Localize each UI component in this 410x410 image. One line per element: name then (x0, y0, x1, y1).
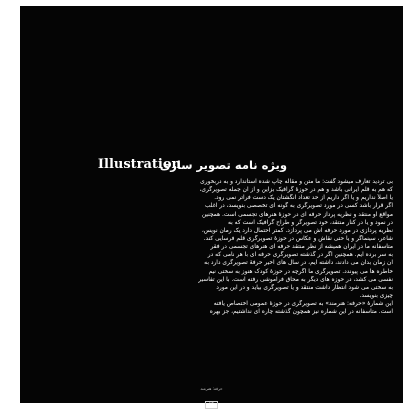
article-body-line: یا اصلاً نداریم و یا اگر داریم از حد تعداد انگشتان یک دست فراتر نمی رود. (214, 195, 393, 202)
article-title-english: Illustration (97, 157, 181, 172)
article-body-line: که هم به قلم ایرانی باشد و هم در حوزهٔ گرافیک بزاین و از آن جمله تصویرگری، (199, 187, 393, 194)
black-content-panel (20, 6, 403, 407)
article-body-line: مواقع او منتقد و نظریه پرداز حرفه ای در حوزهٔ هنرهای تجسمی است. همچنین (201, 211, 393, 218)
page-number: ۲۵ (205, 401, 218, 409)
article-body-line: این شمارهٔ «حرفه: هنرمند» به تصویرگری در حوزهٔ عمومی اختصاص یافته (213, 301, 393, 308)
article-body-line: اگر قرار باشد کسی در مورد تصویرگری به گونه ای تخصصی بنویسد، در اغلب (204, 203, 393, 210)
article-body-line: خاطره ها می پیوندد. تصویرگری ما اگرچه در حوزهٔ کودک هنوز به سختی نیم (208, 268, 393, 275)
article-body-line: در نمود و یا در کنار منتقد، خود تصویرگر و طراح گرافیک است که به (228, 219, 393, 226)
article-title (20, 156, 403, 174)
article-body-line: به سر برده ایم. همچنین اگر در گذشته تصویرگری حرفه ای با هر نامی که در (207, 252, 393, 259)
article-body-line: چیزی بنویسد. (359, 292, 393, 299)
article-body-line: نفسی می کشد، در حوزه های دیگر به محاق فراموشی رفته است. با این تفاسیر (198, 276, 393, 283)
article-body-line: شاعر، سینماگر و یا حتی نقاش و عکاس در حوزهٔ تصویرگری قلم فرسایی کند. (203, 235, 393, 242)
article-body (29, 178, 393, 316)
page-footer (20, 386, 403, 410)
article-body-line: به سختی می شود انتظار داشت منتقد و یا تصویرگری بیاید و در این مورد (216, 284, 393, 291)
article-body-line: متاسفانه ما در ایران همیشه از نظر منتقد حرفه ای هنرهای تجسمی در فقر (210, 244, 393, 251)
article-title-persian: ویژه نامه تصویر سازی (159, 158, 287, 172)
article-body-line: بی تردید تعارف میشود گفت: ما متن و مقاله چاپ شده استاندارد و به دربخوری (200, 179, 393, 185)
article-body-line: آن زمان بدان می دادند، داشته ایم، در سال های اخیر حرفهٔ تصویرگری دارد به (204, 260, 393, 267)
footer-caption: حرفه: هنرمند (200, 386, 223, 391)
article-body-line: است. متاسفانه در این شماره نیز همچون گذشته چاره ای نداشتیم، جز بهره (209, 309, 393, 316)
article-body-line: نظریه پردازی در مورد حرفه اش می پردازد. کمتر احتمال دارد یک رمان نویس، (201, 227, 393, 234)
